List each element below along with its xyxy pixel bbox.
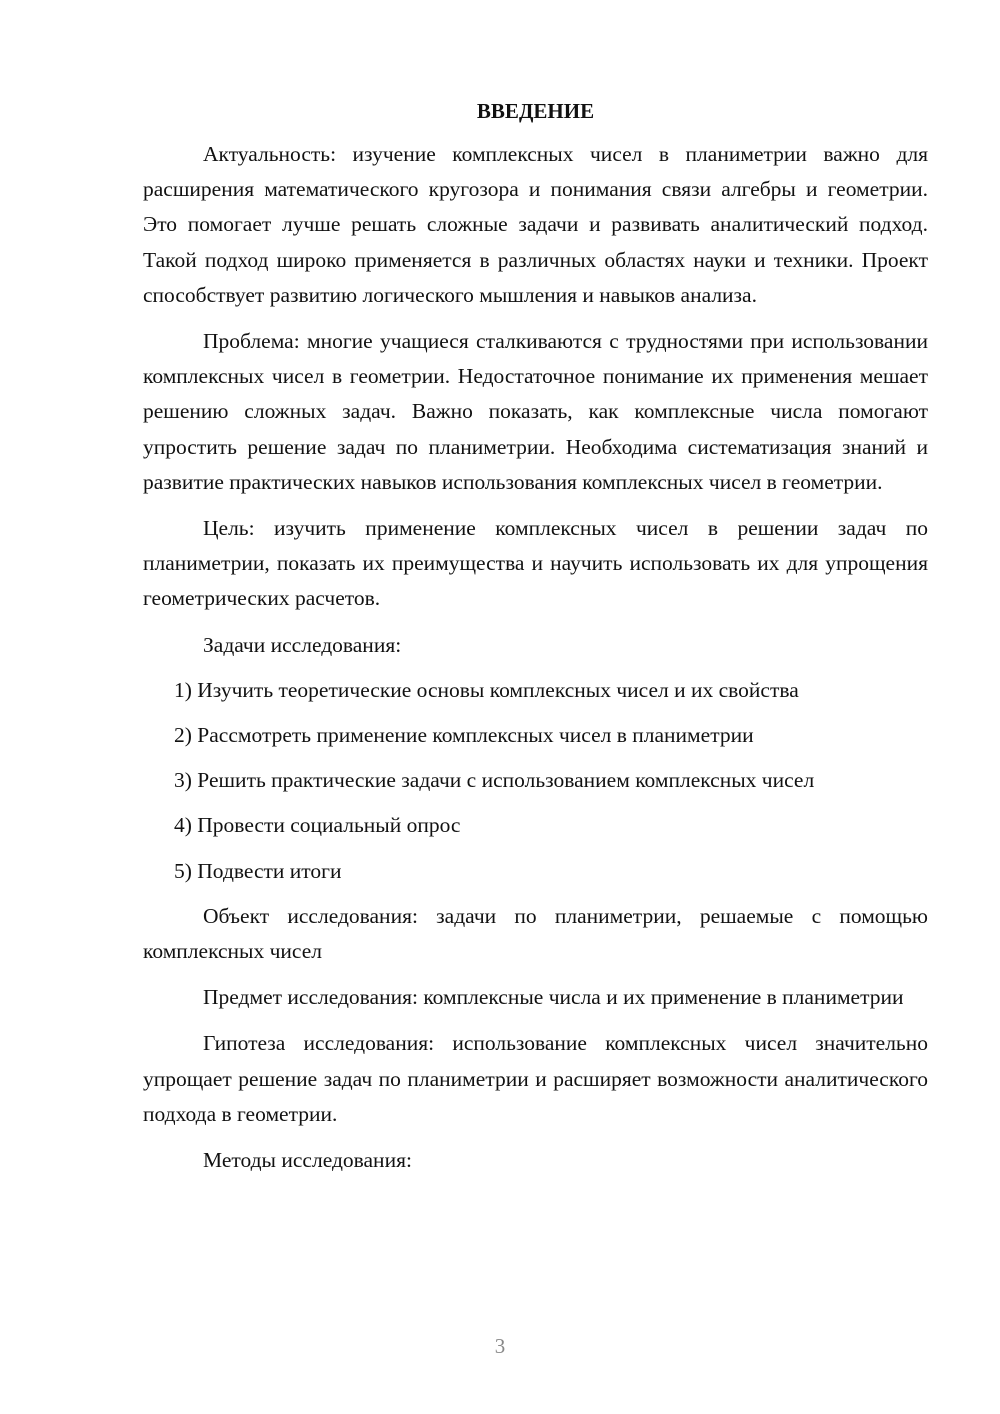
subject-paragraph: Предмет исследования: комплексные числа и их применение в планиметрии bbox=[203, 985, 904, 1010]
list-item: 5) Подвести итоги bbox=[174, 858, 342, 883]
document-body bbox=[143, 97, 928, 1188]
problem-paragraph: Проблема: многие учащиеся сталкиваются с трудностями при использовании комплексных чисел в геометрии. Недостаточное понимание их применения мешает решению сложных задач. Важно показать, как комплексные числа помогают упростить решение задач по планиметрии. Необходима систематизация знаний и развитие практических навыков использования комплексных чисел в геометрии. bbox=[143, 329, 928, 494]
list-item: 3) Решить практические задачи с использованием комплексных чисел bbox=[174, 768, 815, 793]
object-paragraph: Объект исследования: задачи по планиметрии, решаемые с помощью комплексных чисел bbox=[143, 903, 928, 964]
methods-heading: Методы исследования: bbox=[203, 1148, 412, 1173]
page-number: 3 bbox=[494, 1334, 506, 1358]
goal-paragraph: Цель: изучить применение комплексных чисел в решении задач по планиметрии, показать их преимущества и научить использовать их для упрощения геометрических расчетов. bbox=[143, 516, 928, 611]
list-item: 2) Рассмотреть применение комплексных чисел в планиметрии bbox=[174, 723, 754, 748]
relevance-paragraph: Актуальность: изучение комплексных чисел в планиметрии важно для расширения математического кругозора и понимания связи алгебры и геометрии. Это помогает лучше решать сложные задачи и развивать аналитический подход. Такой подход широко применяется в различных областях науки и техники. Проект способствует развитию логического мышления и навыков анализа. bbox=[143, 142, 928, 307]
page-title: ВВЕДЕНИЕ bbox=[476, 99, 595, 123]
tasks-heading: Задачи исследования: bbox=[203, 632, 402, 657]
list-item: 1) Изучить теоретические основы комплексных чисел и их свойства bbox=[174, 677, 799, 702]
list-item: 4) Провести социальный опрос bbox=[174, 813, 461, 838]
hypothesis-paragraph: Гипотеза исследования: использование комплексных чисел значительно упрощает решение задач по планиметрии и расширяет возможности аналитического подхода в геометрии. bbox=[143, 1031, 928, 1126]
